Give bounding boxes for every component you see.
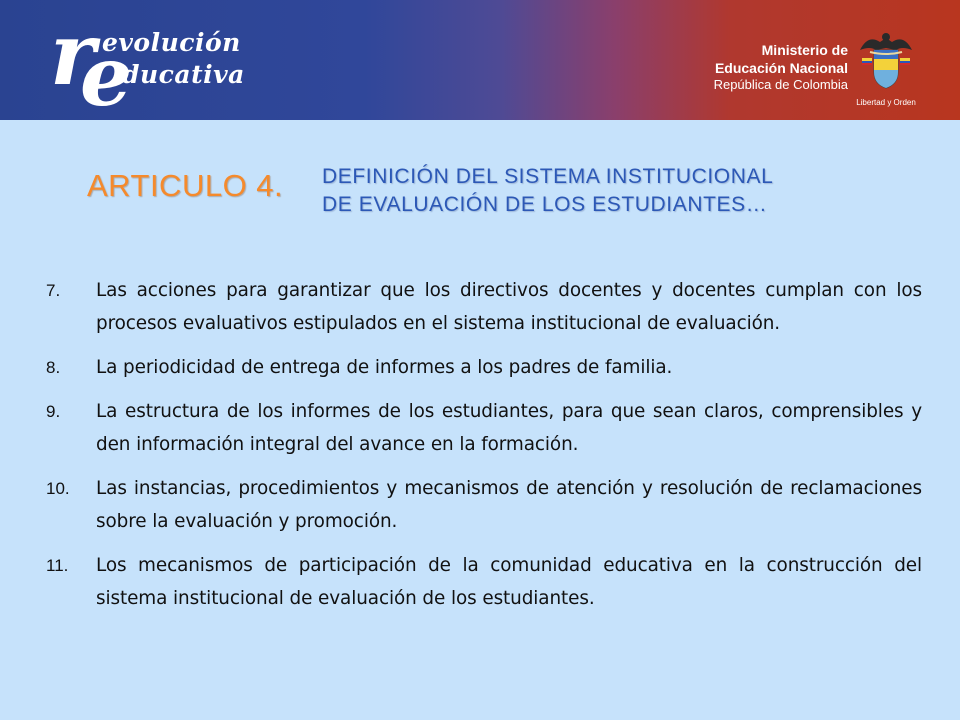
list-item-number: 8. bbox=[46, 358, 61, 377]
list-item bbox=[40, 472, 922, 538]
article-label: ARTICULO 4. bbox=[87, 168, 284, 203]
logo-word-revolucion: evolución bbox=[102, 28, 241, 57]
article-title-line-2: DE EVALUACIÓN DE LOS ESTUDIANTES… bbox=[322, 193, 768, 216]
list-item-text: Las instancias, procedimientos y mecanismos de atención y resolución de reclamaciones sobre la evaluación y promoción. bbox=[96, 478, 922, 532]
ministry-line-2: Educación Nacional bbox=[714, 59, 848, 76]
article-title-line-1: DEFINICIÓN DEL SISTEMA INSTITUCIONAL bbox=[322, 165, 774, 188]
revolucion-educativa-logo bbox=[40, 4, 290, 120]
list-item-text: La estructura de los informes de los estudiantes, para que sean claros, comprensibles y den información integral del avance en la formación. bbox=[96, 401, 922, 455]
list-item-number: 7. bbox=[46, 281, 61, 300]
colombia-coat-of-arms-icon bbox=[856, 28, 916, 98]
article-title bbox=[322, 163, 922, 219]
ministry-line-1: Ministerio de bbox=[761, 42, 848, 58]
ministry-line-3: República de Colombia bbox=[713, 77, 848, 92]
list-item bbox=[40, 395, 922, 461]
logo-letter-e: e bbox=[80, 29, 133, 120]
list-item-number: 11. bbox=[46, 556, 69, 575]
list-item bbox=[40, 549, 922, 615]
list-item-number: 10. bbox=[46, 479, 70, 498]
logo-letter-r: r bbox=[50, 4, 96, 105]
numbered-list bbox=[40, 274, 922, 626]
list-item-text: Los mecanismos de participación de la comunidad educativa en la construcción del sistema institucional de evaluación de los estudiantes. bbox=[96, 555, 922, 609]
list-item bbox=[40, 351, 922, 384]
list-item-text: La periodicidad de entrega de informes a los padres de familia. bbox=[96, 357, 673, 378]
list-item-text: Las acciones para garantizar que los directivos docentes y docentes cumplan con los procesos evaluativos estipulados en el sistema institucional de evaluación. bbox=[96, 280, 922, 334]
list-item bbox=[40, 274, 922, 340]
header-banner bbox=[0, 0, 960, 120]
logo-word-educativa: ducativa bbox=[122, 60, 245, 89]
crest-motto: Libertad y Orden bbox=[856, 98, 916, 107]
list-item-number: 9. bbox=[46, 402, 61, 421]
ministry-logo-text bbox=[714, 42, 848, 93]
